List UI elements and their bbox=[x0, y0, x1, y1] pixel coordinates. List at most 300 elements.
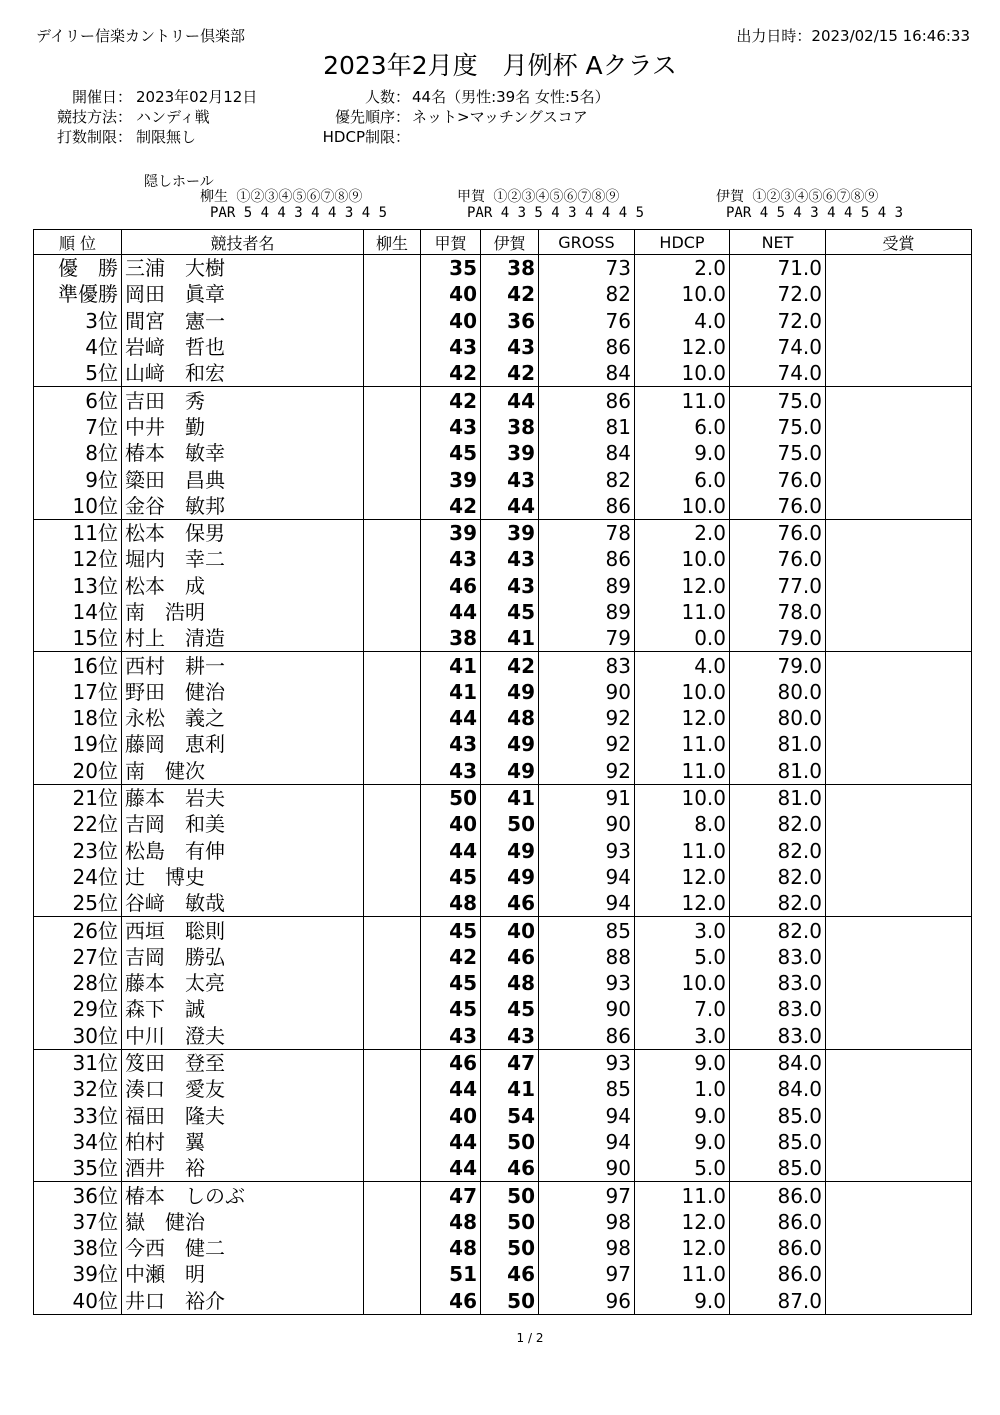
yagyu-score bbox=[364, 387, 421, 414]
iga-score: 41 bbox=[481, 625, 539, 652]
gross-score: 94 bbox=[539, 1103, 635, 1129]
player-name: 辻 博史 bbox=[122, 864, 364, 890]
gross-score: 91 bbox=[539, 784, 635, 811]
award-cell bbox=[826, 334, 972, 360]
player-name: 岡田 眞章 bbox=[122, 281, 364, 307]
info-values-left bbox=[136, 87, 257, 147]
table-row bbox=[34, 1103, 972, 1129]
gross-score: 81 bbox=[539, 414, 635, 440]
hdcp-value: 9.0 bbox=[635, 1049, 730, 1076]
yagyu-score bbox=[364, 519, 421, 546]
koka-score: 43 bbox=[421, 334, 481, 360]
iga-score: 50 bbox=[481, 1182, 539, 1209]
player-name: 南 浩明 bbox=[122, 599, 364, 625]
yagyu-score bbox=[364, 970, 421, 996]
course-iga-par: PAR 4 5 4 3 4 4 5 4 3 bbox=[726, 205, 904, 221]
yagyu-score bbox=[364, 546, 421, 572]
gross-score: 86 bbox=[539, 387, 635, 414]
player-name: 中瀬 明 bbox=[122, 1261, 364, 1287]
yagyu-score bbox=[364, 917, 421, 944]
table-row bbox=[34, 944, 972, 970]
koka-score: 43 bbox=[421, 546, 481, 572]
net-score: 76.0 bbox=[730, 519, 826, 546]
rank-cell: 19位 bbox=[34, 731, 122, 757]
koka-score: 44 bbox=[421, 705, 481, 731]
koka-score: 39 bbox=[421, 519, 481, 546]
yagyu-score bbox=[364, 1235, 421, 1261]
net-score: 76.0 bbox=[730, 466, 826, 492]
hdcp-value: 10.0 bbox=[635, 679, 730, 705]
hdcp-value: 4.0 bbox=[635, 652, 730, 679]
koka-score: 51 bbox=[421, 1261, 481, 1287]
player-name: 西垣 聡則 bbox=[122, 917, 364, 944]
hdcp-value: 12.0 bbox=[635, 334, 730, 360]
player-name: 村上 清造 bbox=[122, 625, 364, 652]
rank-cell: 3位 bbox=[34, 308, 122, 334]
player-name: 吉田 秀 bbox=[122, 387, 364, 414]
yagyu-score bbox=[364, 281, 421, 307]
rank-cell: 29位 bbox=[34, 996, 122, 1022]
yagyu-score bbox=[364, 864, 421, 890]
course-koka-holes: 甲賀 ①②③④⑤⑥⑦⑧⑨ bbox=[457, 189, 620, 205]
iga-score: 43 bbox=[481, 466, 539, 492]
iga-score: 47 bbox=[481, 1049, 539, 1076]
gross-score: 93 bbox=[539, 970, 635, 996]
koka-score: 44 bbox=[421, 1129, 481, 1155]
award-cell bbox=[826, 466, 972, 492]
koka-score: 43 bbox=[421, 731, 481, 757]
gross-score: 90 bbox=[539, 679, 635, 705]
award-cell bbox=[826, 1049, 972, 1076]
rank-cell: 32位 bbox=[34, 1076, 122, 1102]
iga-score: 50 bbox=[481, 1288, 539, 1315]
rank-cell: 39位 bbox=[34, 1261, 122, 1287]
net-score: 82.0 bbox=[730, 838, 826, 864]
koka-score: 42 bbox=[421, 944, 481, 970]
rank-cell: 24位 bbox=[34, 864, 122, 890]
table-row bbox=[34, 1261, 972, 1287]
hdcp-value: 9.0 bbox=[635, 1103, 730, 1129]
player-name: 山﨑 和宏 bbox=[122, 360, 364, 387]
net-score: 76.0 bbox=[730, 546, 826, 572]
course-koka-par: PAR 4 3 5 4 3 4 4 4 5 bbox=[467, 205, 645, 221]
koka-score: 42 bbox=[421, 360, 481, 387]
table-row bbox=[34, 917, 972, 944]
page-number: 1 / 2 bbox=[516, 1331, 544, 1345]
iga-score: 40 bbox=[481, 917, 539, 944]
table-row bbox=[34, 255, 972, 282]
iga-score: 42 bbox=[481, 360, 539, 387]
table-row bbox=[34, 838, 972, 864]
award-cell bbox=[826, 996, 972, 1022]
award-cell bbox=[826, 1235, 972, 1261]
net-score: 82.0 bbox=[730, 917, 826, 944]
table-row bbox=[34, 1023, 972, 1050]
koka-score: 40 bbox=[421, 1103, 481, 1129]
rank-cell: 12位 bbox=[34, 546, 122, 572]
koka-score: 50 bbox=[421, 784, 481, 811]
net-score: 86.0 bbox=[730, 1235, 826, 1261]
koka-score: 44 bbox=[421, 1155, 481, 1182]
gross-score: 94 bbox=[539, 890, 635, 917]
rank-cell: 18位 bbox=[34, 705, 122, 731]
hdcp-value: 10.0 bbox=[635, 546, 730, 572]
table-row bbox=[34, 784, 972, 811]
gross-score: 82 bbox=[539, 466, 635, 492]
rank-cell: 22位 bbox=[34, 811, 122, 837]
gross-score: 82 bbox=[539, 281, 635, 307]
gross-score: 93 bbox=[539, 1049, 635, 1076]
hdcp-value: 9.0 bbox=[635, 1129, 730, 1155]
hdcp-value: 11.0 bbox=[635, 838, 730, 864]
rank-cell: 13位 bbox=[34, 573, 122, 599]
player-name: 吉岡 勝弘 bbox=[122, 944, 364, 970]
gross-score: 92 bbox=[539, 731, 635, 757]
rank-cell: 25位 bbox=[34, 890, 122, 917]
iga-score: 41 bbox=[481, 1076, 539, 1102]
iga-score: 39 bbox=[481, 519, 539, 546]
info-labels-left bbox=[48, 87, 132, 147]
hdcp-value: 12.0 bbox=[635, 864, 730, 890]
rank-cell: 優 勝 bbox=[34, 255, 122, 282]
koka-score: 45 bbox=[421, 996, 481, 1022]
gross-score: 94 bbox=[539, 1129, 635, 1155]
koka-score: 39 bbox=[421, 466, 481, 492]
net-score: 80.0 bbox=[730, 705, 826, 731]
hdcp-value: 12.0 bbox=[635, 890, 730, 917]
net-score: 84.0 bbox=[730, 1049, 826, 1076]
award-cell bbox=[826, 625, 972, 652]
rank-cell: 21位 bbox=[34, 784, 122, 811]
net-score: 76.0 bbox=[730, 493, 826, 520]
iga-score: 42 bbox=[481, 652, 539, 679]
player-name: 南 健次 bbox=[122, 758, 364, 785]
hdcp-value: 9.0 bbox=[635, 1288, 730, 1315]
table-row bbox=[34, 652, 972, 679]
koka-score: 40 bbox=[421, 811, 481, 837]
gross-score: 78 bbox=[539, 519, 635, 546]
iga-score: 48 bbox=[481, 970, 539, 996]
table-row bbox=[34, 625, 972, 652]
rank-cell: 14位 bbox=[34, 599, 122, 625]
net-score: 79.0 bbox=[730, 652, 826, 679]
yagyu-score bbox=[364, 838, 421, 864]
net-score: 72.0 bbox=[730, 281, 826, 307]
table-row bbox=[34, 440, 972, 466]
yagyu-score bbox=[364, 705, 421, 731]
player-name: 三浦 大樹 bbox=[122, 255, 364, 282]
hdcp-value: 10.0 bbox=[635, 970, 730, 996]
player-name: 松島 有伸 bbox=[122, 838, 364, 864]
gross-score: 79 bbox=[539, 625, 635, 652]
priority-label: 優先順序： bbox=[334, 108, 410, 126]
limit-label: 打数制限： bbox=[56, 128, 132, 146]
hdcp-value: 12.0 bbox=[635, 705, 730, 731]
player-name: 森下 誠 bbox=[122, 996, 364, 1022]
col-koka: 甲賀 bbox=[421, 230, 481, 255]
net-score: 83.0 bbox=[730, 944, 826, 970]
koka-score: 46 bbox=[421, 1288, 481, 1315]
player-name: 今西 健二 bbox=[122, 1235, 364, 1261]
player-name: 松本 成 bbox=[122, 573, 364, 599]
col-gross: GROSS bbox=[539, 230, 635, 255]
hdcp-value: 11.0 bbox=[635, 731, 730, 757]
table-row bbox=[34, 705, 972, 731]
iga-score: 50 bbox=[481, 1129, 539, 1155]
table-row bbox=[34, 546, 972, 572]
hdcp-value: 6.0 bbox=[635, 466, 730, 492]
table-row bbox=[34, 334, 972, 360]
club-name: デイリー信楽カントリー倶楽部 bbox=[36, 27, 245, 45]
hdcp-value: 1.0 bbox=[635, 1076, 730, 1102]
yagyu-score bbox=[364, 679, 421, 705]
net-score: 72.0 bbox=[730, 308, 826, 334]
iga-score: 41 bbox=[481, 784, 539, 811]
gross-score: 89 bbox=[539, 573, 635, 599]
net-score: 83.0 bbox=[730, 996, 826, 1022]
info-labels-right bbox=[300, 87, 410, 147]
koka-score: 41 bbox=[421, 652, 481, 679]
hdcp-value: 11.0 bbox=[635, 1182, 730, 1209]
table-row bbox=[34, 890, 972, 917]
koka-score: 43 bbox=[421, 758, 481, 785]
rank-cell: 23位 bbox=[34, 838, 122, 864]
yagyu-score bbox=[364, 1182, 421, 1209]
award-cell bbox=[826, 970, 972, 996]
gross-score: 98 bbox=[539, 1209, 635, 1235]
table-row bbox=[34, 864, 972, 890]
col-player: 競技者名 bbox=[122, 230, 364, 255]
award-cell bbox=[826, 599, 972, 625]
gross-score: 89 bbox=[539, 599, 635, 625]
iga-score: 44 bbox=[481, 387, 539, 414]
player-name: 中井 勤 bbox=[122, 414, 364, 440]
player-name: 笈田 登至 bbox=[122, 1049, 364, 1076]
gross-score: 94 bbox=[539, 864, 635, 890]
yagyu-score bbox=[364, 1155, 421, 1182]
iga-score: 49 bbox=[481, 731, 539, 757]
date-label: 開催日： bbox=[71, 88, 132, 106]
net-score: 80.0 bbox=[730, 679, 826, 705]
net-score: 77.0 bbox=[730, 573, 826, 599]
player-name: 椿本 しのぶ bbox=[122, 1182, 364, 1209]
net-score: 86.0 bbox=[730, 1209, 826, 1235]
gross-score: 76 bbox=[539, 308, 635, 334]
net-score: 82.0 bbox=[730, 864, 826, 890]
iga-score: 49 bbox=[481, 758, 539, 785]
net-score: 85.0 bbox=[730, 1155, 826, 1182]
iga-score: 45 bbox=[481, 599, 539, 625]
gross-score: 84 bbox=[539, 360, 635, 387]
award-cell bbox=[826, 864, 972, 890]
player-name: 谷﨑 敏哉 bbox=[122, 890, 364, 917]
rank-cell: 16位 bbox=[34, 652, 122, 679]
net-score: 82.0 bbox=[730, 890, 826, 917]
iga-score: 46 bbox=[481, 890, 539, 917]
player-name: 間宮 憲一 bbox=[122, 308, 364, 334]
yagyu-score bbox=[364, 890, 421, 917]
method-label: 競技方法： bbox=[56, 108, 132, 126]
hdcp-value: 12.0 bbox=[635, 1235, 730, 1261]
koka-score: 44 bbox=[421, 1076, 481, 1102]
col-yagyu: 柳生 bbox=[364, 230, 421, 255]
table-row bbox=[34, 811, 972, 837]
award-cell bbox=[826, 308, 972, 334]
net-score: 83.0 bbox=[730, 970, 826, 996]
award-cell bbox=[826, 1209, 972, 1235]
stroke-limit: 制限無し bbox=[136, 128, 197, 146]
net-score: 78.0 bbox=[730, 599, 826, 625]
iga-score: 46 bbox=[481, 1155, 539, 1182]
hdcp-value: 9.0 bbox=[635, 440, 730, 466]
col-rank: 順 位 bbox=[34, 230, 122, 255]
award-cell bbox=[826, 1182, 972, 1209]
hdcp-value: 5.0 bbox=[635, 1155, 730, 1182]
col-hdcp: HDCP bbox=[635, 230, 730, 255]
award-cell bbox=[826, 811, 972, 837]
gross-score: 90 bbox=[539, 811, 635, 837]
hdcp-value: 10.0 bbox=[635, 784, 730, 811]
gross-score: 90 bbox=[539, 996, 635, 1022]
hdcp-value: 3.0 bbox=[635, 1023, 730, 1050]
yagyu-score bbox=[364, 652, 421, 679]
hidden-holes-label: 隠しホール bbox=[144, 174, 214, 190]
player-name: 藤本 岩夫 bbox=[122, 784, 364, 811]
gross-score: 85 bbox=[539, 1076, 635, 1102]
player-name: 岩﨑 哲也 bbox=[122, 334, 364, 360]
table-row bbox=[34, 1288, 972, 1315]
yagyu-score bbox=[364, 599, 421, 625]
yagyu-score bbox=[364, 466, 421, 492]
hdcp-value: 11.0 bbox=[635, 599, 730, 625]
net-score: 84.0 bbox=[730, 1076, 826, 1102]
award-cell bbox=[826, 652, 972, 679]
award-cell bbox=[826, 255, 972, 282]
table-row bbox=[34, 996, 972, 1022]
rank-cell: 28位 bbox=[34, 970, 122, 996]
iga-score: 43 bbox=[481, 546, 539, 572]
gross-score: 83 bbox=[539, 652, 635, 679]
yagyu-score bbox=[364, 1209, 421, 1235]
iga-score: 42 bbox=[481, 281, 539, 307]
koka-score: 44 bbox=[421, 838, 481, 864]
award-cell bbox=[826, 1288, 972, 1315]
rank-cell: 31位 bbox=[34, 1049, 122, 1076]
award-cell bbox=[826, 573, 972, 599]
koka-score: 48 bbox=[421, 1235, 481, 1261]
player-name: 福田 隆夫 bbox=[122, 1103, 364, 1129]
rank-cell: 準優勝 bbox=[34, 281, 122, 307]
koka-score: 48 bbox=[421, 1209, 481, 1235]
yagyu-score bbox=[364, 414, 421, 440]
gross-score: 96 bbox=[539, 1288, 635, 1315]
player-name: 井口 裕介 bbox=[122, 1288, 364, 1315]
competition-method: ハンディ戦 bbox=[136, 108, 210, 126]
table-row bbox=[34, 1155, 972, 1182]
gross-score: 86 bbox=[539, 1023, 635, 1050]
col-iga: 伊賀 bbox=[481, 230, 539, 255]
net-score: 79.0 bbox=[730, 625, 826, 652]
rank-cell: 40位 bbox=[34, 1288, 122, 1315]
iga-score: 43 bbox=[481, 573, 539, 599]
award-cell bbox=[826, 890, 972, 917]
award-cell bbox=[826, 838, 972, 864]
net-score: 75.0 bbox=[730, 387, 826, 414]
info-values-right bbox=[412, 87, 610, 127]
net-score: 71.0 bbox=[730, 255, 826, 282]
koka-score: 45 bbox=[421, 440, 481, 466]
yagyu-score bbox=[364, 334, 421, 360]
koka-score: 38 bbox=[421, 625, 481, 652]
table-header-row bbox=[34, 230, 972, 255]
koka-score: 45 bbox=[421, 864, 481, 890]
net-score: 87.0 bbox=[730, 1288, 826, 1315]
rank-cell: 10位 bbox=[34, 493, 122, 520]
printed-at: 出力日時：2023/02/15 16:46:33 bbox=[736, 27, 970, 45]
player-name: 嶽 健治 bbox=[122, 1209, 364, 1235]
hdcp-value: 10.0 bbox=[635, 360, 730, 387]
award-cell bbox=[826, 1103, 972, 1129]
iga-score: 49 bbox=[481, 838, 539, 864]
table-row bbox=[34, 731, 972, 757]
net-score: 74.0 bbox=[730, 360, 826, 387]
iga-score: 46 bbox=[481, 1261, 539, 1287]
rank-cell: 26位 bbox=[34, 917, 122, 944]
gross-score: 92 bbox=[539, 705, 635, 731]
gross-score: 92 bbox=[539, 758, 635, 785]
table-row bbox=[34, 970, 972, 996]
koka-score: 46 bbox=[421, 573, 481, 599]
table-row bbox=[34, 466, 972, 492]
player-name: 藤本 太亮 bbox=[122, 970, 364, 996]
hdcp-value: 2.0 bbox=[635, 519, 730, 546]
yagyu-score bbox=[364, 811, 421, 837]
yagyu-score bbox=[364, 360, 421, 387]
player-name: 椿本 敏幸 bbox=[122, 440, 364, 466]
iga-score: 50 bbox=[481, 1235, 539, 1261]
net-score: 85.0 bbox=[730, 1103, 826, 1129]
koka-score: 42 bbox=[421, 493, 481, 520]
player-name: 簗田 昌典 bbox=[122, 466, 364, 492]
yagyu-score bbox=[364, 493, 421, 520]
rank-cell: 15位 bbox=[34, 625, 122, 652]
net-score: 81.0 bbox=[730, 731, 826, 757]
rank-cell: 37位 bbox=[34, 1209, 122, 1235]
hdcp-value: 0.0 bbox=[635, 625, 730, 652]
gross-score: 98 bbox=[539, 1235, 635, 1261]
yagyu-score bbox=[364, 1129, 421, 1155]
award-cell bbox=[826, 784, 972, 811]
gross-score: 97 bbox=[539, 1261, 635, 1287]
rank-cell: 33位 bbox=[34, 1103, 122, 1129]
rank-cell: 8位 bbox=[34, 440, 122, 466]
award-cell bbox=[826, 731, 972, 757]
award-cell bbox=[826, 387, 972, 414]
table-row bbox=[34, 308, 972, 334]
award-cell bbox=[826, 1261, 972, 1287]
player-name: 湊口 愛友 bbox=[122, 1076, 364, 1102]
koka-score: 44 bbox=[421, 599, 481, 625]
hdcp-value: 11.0 bbox=[635, 387, 730, 414]
player-name: 西村 耕一 bbox=[122, 652, 364, 679]
koka-score: 45 bbox=[421, 970, 481, 996]
hdcp-value: 4.0 bbox=[635, 308, 730, 334]
iga-score: 46 bbox=[481, 944, 539, 970]
table-row bbox=[34, 1235, 972, 1261]
iga-score: 48 bbox=[481, 705, 539, 731]
gross-score: 93 bbox=[539, 838, 635, 864]
table-row bbox=[34, 573, 972, 599]
